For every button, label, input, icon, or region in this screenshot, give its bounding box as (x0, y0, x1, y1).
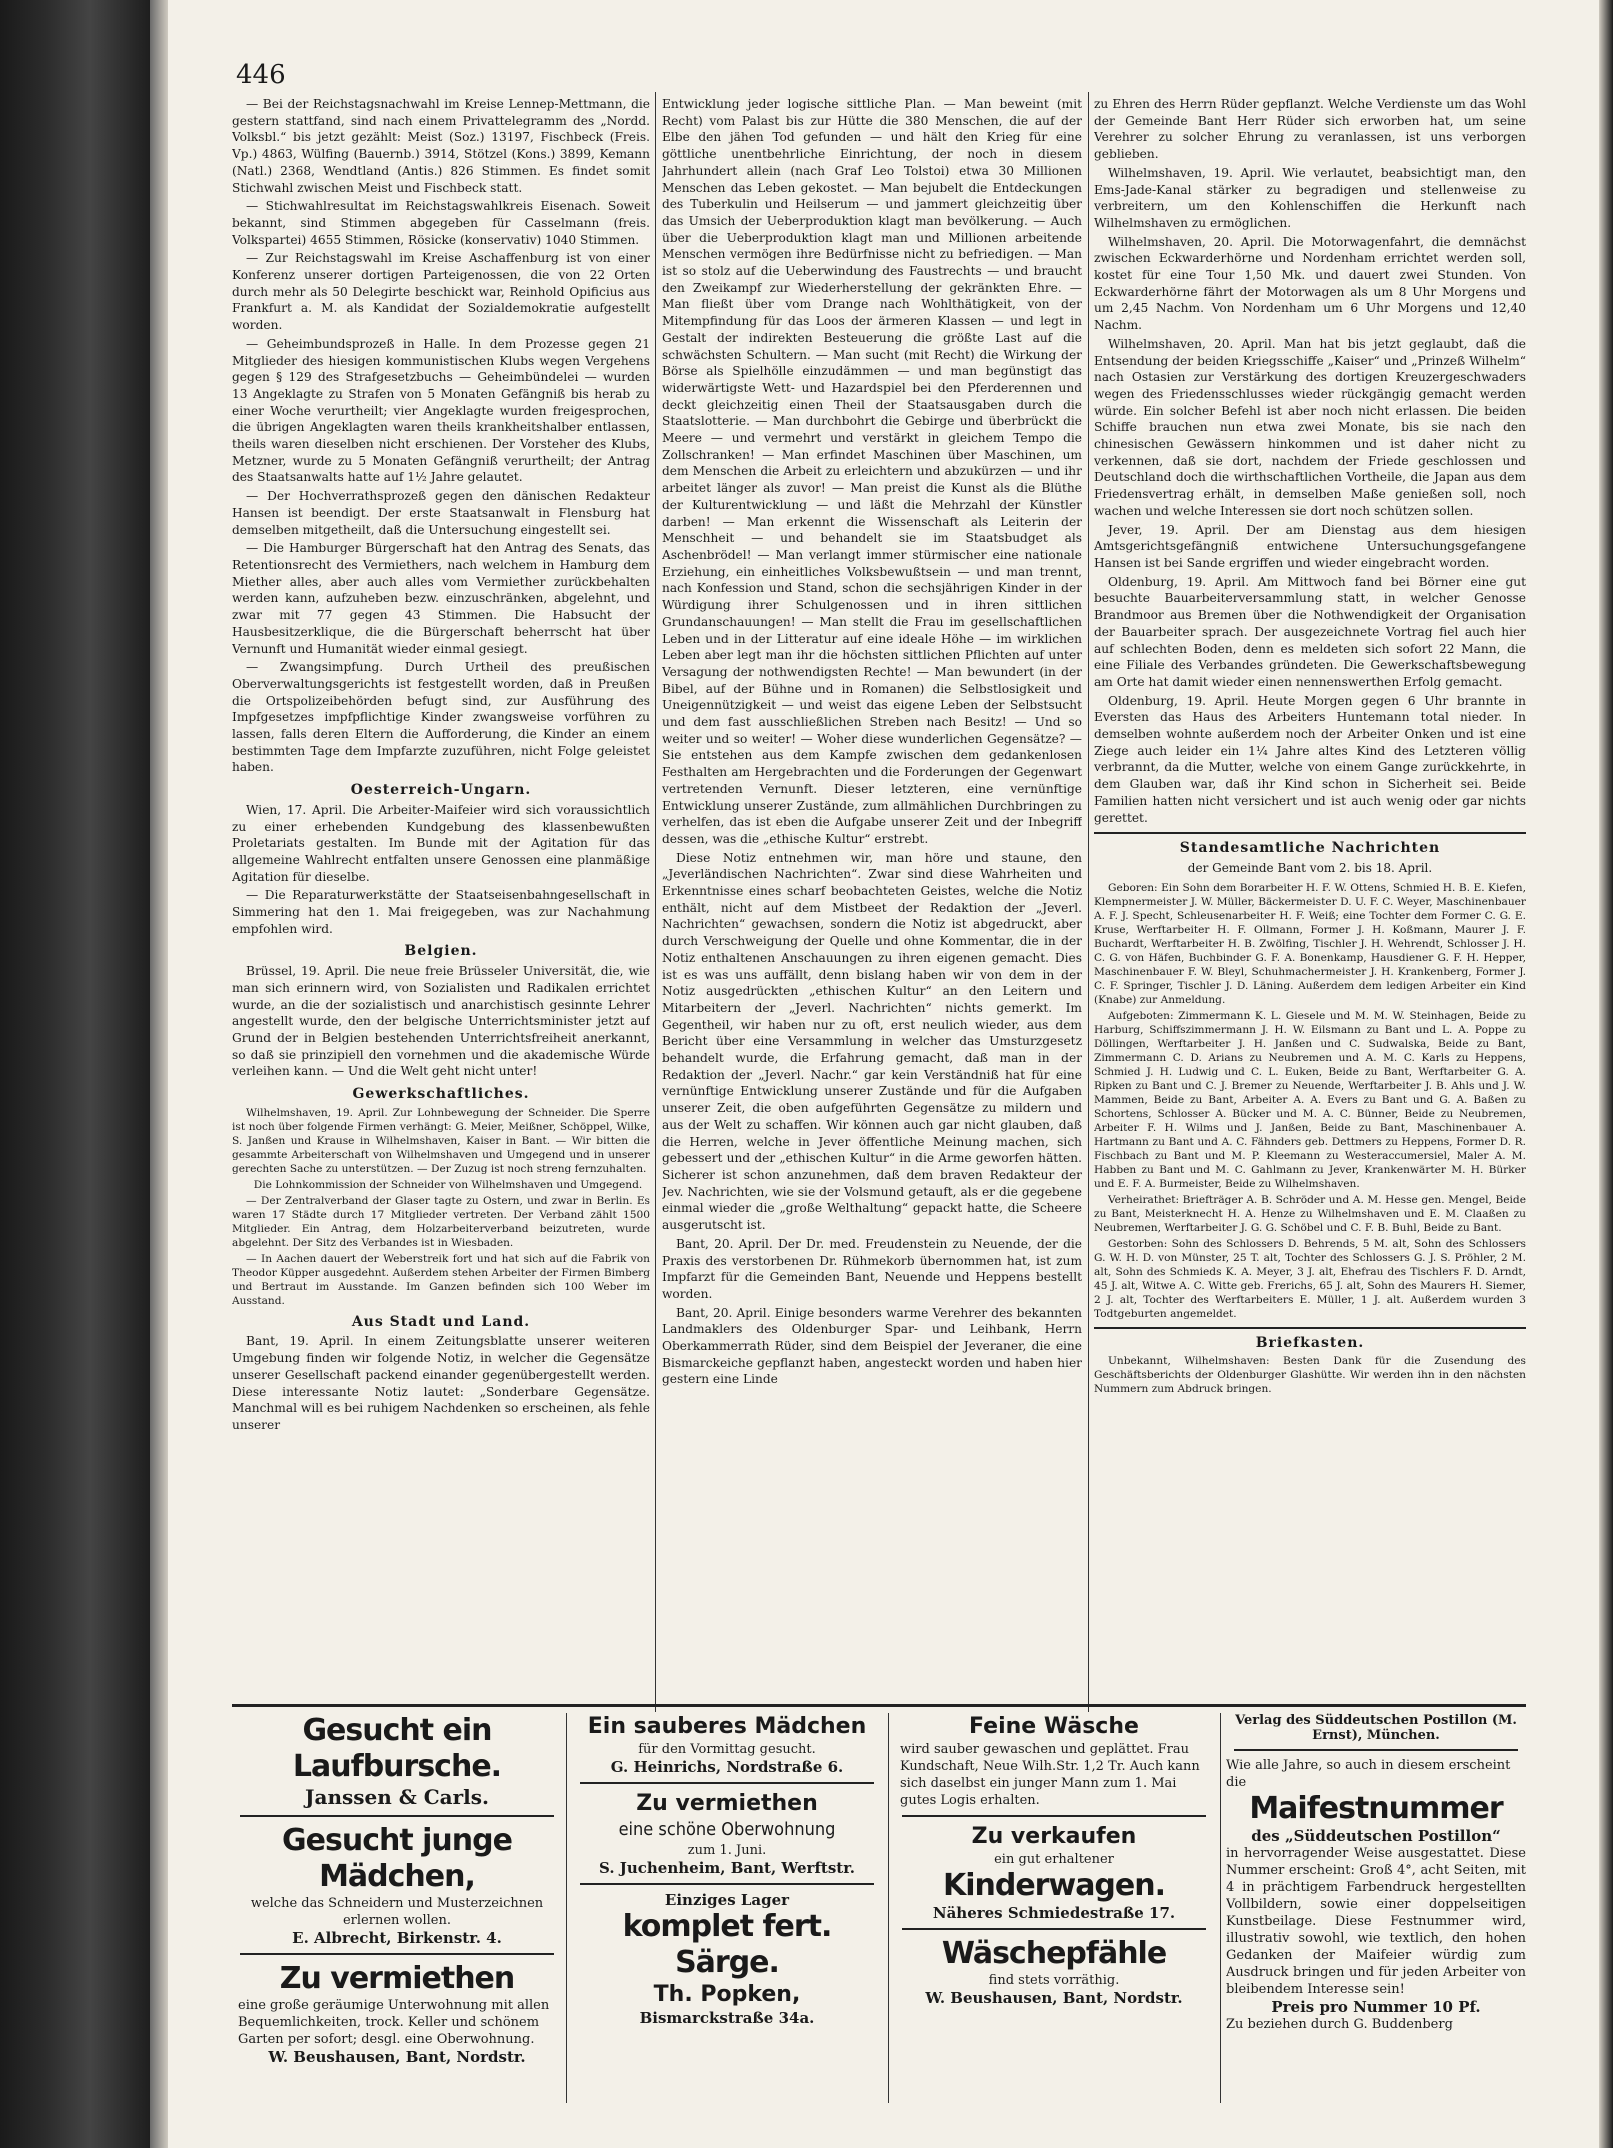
ad-column-2 (572, 1713, 882, 2103)
column-2 (662, 96, 1082, 1708)
article: — Die Reparaturwerkstätte der Staatseisenbahngesellschaft in Simmering hat den 1. Mai freigegeben, was zur Nachahmung empfohlen wird. (232, 888, 650, 936)
article: Bant, 20. April. Der Dr. med. Freudenstein zu Neuende, der die Praxis des verstorbenen Dr. Rühmekorb übernommen hat, ist zum Impfarzt für die Gemeinden Bant, Neuende und Heppens bestellt worden. (662, 1236, 1082, 1301)
article: Oldenburg, 19. April. Heute Morgen gegen 6 Uhr brannte in Eversten das Haus des Arbeiters Huntemann total nieder. In demselben wohnte außerdem noch der Arbeiter Onken und ist eine Ziege auch leider ein 1¼ Jahre altes Kind des Letzteren völlig verbrannt, da die Mutter, welche von einem Gange zurückkehrte, in dem Glauben war, daß ihr Kind schon in Sicherheit sei. Beide Familien hatten nicht versichert und ist auch wenig oder gar nichts gerettet. (1094, 693, 1526, 825)
ad-firm: W. Beushausen, Bant, Nordstr. (268, 2048, 526, 2066)
ad-subheadline: des „Süddeutschen Postillon“ (1251, 1827, 1501, 1845)
section-heading-local: Aus Stadt und Land. (351, 1313, 531, 1330)
article: — Zwangsimpfung. Durch Urtheil des preußischen Oberverwaltungsgerichts ist festgestellt worden, daß in Preußen die Ortspolizeibehörden befugt sind, zur Ausführung des Impfgesetzes impfpflichtige Kinder zwangsweise vorführen zu lassen, falls deren Eltern die Aufforderung, die Kinder an einem bestimmten Tage dem Impfarzte zuzuführen, nicht Folge geleistet haben. (232, 660, 650, 775)
book-binding (0, 0, 150, 2148)
column-rule (1088, 92, 1089, 1712)
ad-subheadline: Einziges Lager (664, 1891, 790, 1909)
ad-column-4 (1226, 1713, 1526, 2103)
ad-headline: Gesucht ein Laufbursche. (292, 1713, 502, 1784)
article: Bant, 20. April. Einige besonders warme Verehrer des bekannten Landmaklers des Oldenburger Spar- und Leihbank, Herrn Oberkammerrath Rüder, sind dem Beispiel der Jeveraner, die eine Bismarckeiche gepflanzt haben, angesteckt worden und haben hier gestern eine Linde (662, 1305, 1082, 1387)
page-right-edge (1599, 0, 1613, 2148)
ad-text: für den Vormittag gesucht. (638, 1742, 816, 1757)
ad-text: zum 1. Juni. (687, 1843, 767, 1858)
column-3 (1094, 96, 1526, 1696)
ad-price: Preis pro Nummer 10 Pf. (1271, 1998, 1481, 2016)
section-rule (1094, 1327, 1526, 1329)
ad-rule (1220, 1713, 1221, 2103)
ad-headline: Maifestnummer (1249, 1791, 1503, 1826)
article: zu Ehren des Herrn Rüder gepflanzt. Welche Verdienste um das Wohl der Gemeinde Bant Herr Rüder sich erworben hat, um seine Verehrer zu solcher Ehrung zu veranlassen, ist uns verborgen geblieben. (1094, 97, 1526, 162)
ad-divider (240, 1953, 554, 1955)
ad-rule (566, 1713, 567, 2103)
column-rule (655, 92, 656, 1712)
ad-divider (240, 1815, 554, 1817)
ad-text: find stets vorräthig. (988, 1973, 1120, 1988)
ad-headline: komplet fert. Särge. (622, 1909, 832, 1980)
ad-text: ein gut erhaltener (994, 1852, 1114, 1867)
ad-text: wird sauber gewaschen und geplättet. Frau Kundschaft, Neue Wilh.Str. 1,2 Tr. Auch kann sich daselbst ein junger Mann zum 1. Mai gutes Logis erhalten. (900, 1742, 1200, 1808)
article: Diese Notiz entnehmen wir, man höre und staune, den „Jeverländischen Nachrichten“. Zwar sind diese Wahrheiten und Erkenntnisse eines scharf beobachteten Geistes, welche die Notiz enthält, nicht auf dem Mistbeet der Redaktion der „Jeverl. Nachrichten“ gewachsen, sondern die Notiz ist abgedruckt, aber durch Verschweigung der Quelle und ohne Kommentar, die in der Notiz enthaltenen Anschauungen zu ihren eigenen gemacht. Dies ist es was uns auffällt, denn bislang haben wir von dem in der Notiz ausgedrückten „ethischen Kultur“ an den Leitern und Mitarbeitern der „Jeverl. Nachrichten“ nichts gemerkt. Im Gegentheil, wir haben nur zu oft, erst neulich wieder, aus dem Bericht über eine Versammlung in welcher das Umsturzgesetz behandelt wurde, die Erfahrung gemacht, daß man in der Redaktion der „Jeverl. Nachr.“ gar kein Verständniß hat für eine vernünftige Entwicklung unserer Zustände und für die Aufgaben unserer Zeit, die oben aufgeführten Gegensätze zu mildern und aus der Welt zu schaffen. Wir können auch gar nicht glauben, daß die Herren, welche in Jever öffentliche Meinung machen, sich gebessert und der „ethischen Kultur“ in die Arme geworfen hätten. Sicherer ist schon anzunehmen, daß dem braven Redakteur der Jev. Nachrichten, wie sie der Volsmund getauft, als er die gegebene einmal wieder die „große Welthaltung“ gepackt hatte, die Scheere ausgerutscht ist. (662, 850, 1082, 1233)
registry-entry: Aufgeboten: Zimmermann K. L. Giesele und M. M. W. Steinhagen, Beide zu Harburg, Schiffszimmermann J. H. W. Eilsmann zu Bant und L. A. Poppe zu Döllingen, Werftarbeiter J. H. Janßen und C. Sudwalska, Beide zu Bant, Zimmermann C. D. Arians zu Neubremen und A. M. C. Karls zu Heppens, Schmied J. H. Ludwig und C. L. Euken, Beide zu Bant, Werftarbeiter G. A. Ripken zu Bant und C. J. Bremer zu Neuende, Werftarbeiter J. B. Ahls und J. W. Mammen, Beide zu Bant, Arbeiter A. A. Evers zu Bant und G. A. Baßen zu Schortens, Schlosser A. Bücker und M. A. C. Bünner, Beide zu Neubremen, Arbeiter F. H. Wilms und J. Janßen, Beide zu Bant, Maschinenbauer A. Hartmann zu Bant und A. C. Fähnders geb. Dettmers zu Heppens, Former D. R. Fischbach zu Bant und M. P. Kleemann zu Westeraccumersiel, Maler A. M. Habben zu Bant und M. C. Gahlmann zu Jever, Krankenwärter M. H. Bürker und E. F. A. Burmeister, Beide zu Wilhelmshaven. (1094, 1009, 1526, 1190)
article: — Der Hochverrathsprozeß gegen den dänischen Redakteur Hansen ist beendigt. Der erste Staatsanwalt in Flensburg hat demselben mitgetheilt, daß die Untersuchung eingestellt sei. (232, 489, 650, 537)
section-heading-registry: Standesamtliche Nachrichten (1179, 840, 1441, 857)
article: — Die Hamburger Bürgerschaft hat den Antrag des Senats, das Retentionsrecht des Vermiethers, nach welchem in Hamburg dem Miether alles, aber auch alles vom Vermiether zurückbehalten werden kann, aufzuheben bezw. einzuschränken, abgelehnt, und zwar mit 77 gegen 43 Stimmen. Die Habsucht der Hausbesitzerklique, die die Bürgerschaft beherrscht hat über Vernunft und Humanität wieder einmal gesiegt. (232, 541, 650, 656)
signature: Die Lohnkommission der Schneider von Wilhelmshaven und Umgegend. (253, 1178, 643, 1191)
article: — Stichwahlresultat im Reichstagswahlkreis Eisenach. Soweit bekannt, sind Stimmen abgegeben für Casselmann (freis. Volkspartei) 4655 Stimmen, Rösicke (konservativ) 1040 Stimmen. (232, 199, 650, 247)
ad-column-3 (894, 1713, 1214, 2103)
ad-text: welche das Schneidern und Musterzeichnen erlernen wollen. (250, 1896, 544, 1928)
ad-headline: Gesucht junge Mädchen, (282, 1823, 512, 1894)
registry-entry: Gestorben: Sohn des Schlossers D. Behrends, 5 M. alt, Sohn des Schlossers G. W. H. D. von Münster, 25 T. alt, Tochter des Schlossers G. J. S. Pröhler, 2 M. alt, Sohn des Schmieds K. A. Meyer, 3 J. alt, Ehefrau des Tischlers F. D. Arndt, 45 J. alt, Witwe A. C. Witte geb. Frerichs, 65 J. alt, Sohn des Maurers H. Siemer, 2 J. alt, Tochter des Werftarbeiters E. Müller, 1 J. alt. Außerdem wurden 3 Todtgeburten angemeldet. (1094, 1237, 1526, 1320)
ad-divider (902, 1815, 1206, 1817)
registry-subtitle: der Gemeinde Bant vom 2. bis 18. April. (1187, 860, 1433, 875)
page-gutter (150, 0, 168, 2148)
ad-headline: Zu vermiethen (636, 1791, 818, 1816)
letters-text: Unbekannt, Wilhelmshaven: Besten Dank für die Zusendung des Geschäftsberichts der Oldenburger Glashütte. Wir werden ihn in den nächsten Nummern zum Abdruck bringen. (1094, 1355, 1526, 1396)
ad-text: in hervorragender Weise ausgestattet. Diese Nummer erscheint: Groß 4°, acht Seiten, mit 4 in prächtigem Farbendruck hergestellten Vollbildern, sowie einer doppelseitigen Kunstbeilage. Diese Festnummer wird, illustrativ sowohl, wie textlich, den hohen Gedanken der Maifeier würdig zum Ausdruck bringen und für jeden Arbeiter von bleibendem Interesse sein! (1226, 1846, 1526, 1997)
page-number: 446 (236, 60, 286, 90)
article: Bant, 19. April. In einem Zeitungsblatte unserer weiteren Umgebung finden wir folgende Notiz, in welcher die Gegensätze unserer Gesellschaft packend einander gegenübergestellt werden. Diese interessante Notiz lautet: „Sonderbare Gegensätze. Manchmal will es bei ruhigem Nachdenken so erscheinen, als fehle unserer (232, 1334, 650, 1432)
ad-divider (902, 1928, 1206, 1930)
ad-divider (580, 1883, 874, 1885)
ad-divider (580, 1782, 874, 1784)
ad-firm: G. Heinrichs, Nordstraße 6. (610, 1758, 844, 1776)
section-heading-austria: Oesterreich-Ungarn. (350, 782, 532, 799)
registry-entry: Geboren: Ein Sohn dem Borarbeiter H. F. W. Ottens, Schmied H. B. E. Kiefen, Klempnermeister J. W. Müller, Bäckermeister D. U. F. C. Weyer, Maschinenbauer A. F. J. Specht, Schleusenarbeiter H. F. Weiß; eine Tochter dem Former C. G. E. Kruse, Werftarbeiter H. F. Ollmann, Former J. H. Koßmann, Maurer J. F. Buchardt, Werftarbeiter H. B. Zwölfing, Tischler J. H. Wehrendt, Schlosser J. H. C. G. von Häfen, Buchbinder G. F. A. Bonenkamp, Hausdiener G. F. H. Hepper, Maschinenbauer F. W. Bleyl, Schuhmachermeister J. H. Krankenberg, Former J. C. F. Springer, Tischler J. D. Läning. Außerdem dem ledigen Arbeiter ein Kind (Knabe) zur Anmeldung. (1094, 881, 1526, 1006)
ad-column-1 (232, 1713, 562, 2103)
ad-headline: Wäschepfähle (941, 1936, 1167, 1971)
article: Brüssel, 19. April. Die neue freie Brüsseler Universität, die, wie man sich erinnern wird, von Sozialisten und Radikalen errichtet wurde, an die der sozialistisch und anarchistisch gesinnte Lehrer angestellt wurde, den der belgische Unterrichtsminister jetzt auf Grund der in Belgien bestehenden Unterrichtsfreiheit anerkannt, so daß sie prinzipiell den vornehmen und die akademische Würde verleihen kann. — Und die Welt geht nicht unter! (232, 964, 650, 1079)
ad-publisher: Verlag des Süddeutschen Postillon (M. Ernst), München. (1235, 1713, 1517, 1743)
article: Wilhelmshaven, 20. April. Die Motorwagenfahrt, die demnächst zwischen Eckwarderhörne und Nordenham errichtet werden soll, kostet für eine Tour 1,50 Mk. und dauert zwei Stunden. Von Eckwarderhörne fährt der Motorwagen als um 8 Uhr Morgens und um 2,45 Nachm. Von Nordenham um 6 Uhr Morgens und 12,40 Nachm. (1094, 234, 1526, 333)
section-heading-union: Gewerkschaftliches. (352, 1086, 530, 1103)
article: Oldenburg, 19. April. Am Mittwoch fand bei Börner eine gut besuchte Bauarbeiterversammlung statt, in welcher Genosse Brandmoor aus Bremen über die Nothwendigkeit der Organisation der Bauarbeiter sprach. Der ausgezeichnete Vortrag fiel auch hier auf schlechten Boden, denn es meldeten sich sofort 22 Mann, die eine Filiale des Verbandes gründeten. Die Gewerkschaftsbewegung am Orte hat damit wieder einen nennenswerthen Erfolg gemacht. (1094, 574, 1526, 689)
article: — Der Zentralverband der Glaser tagte zu Ostern, und zwar in Berlin. Es waren 17 Städte durch 17 Mitglieder vertreten. Der Verband zählt 1500 Mitglieder. Ein Antrag, dem Holzarbeiterverband beizutreten, wurde abgelehnt. Der Sitz des Verbandes ist in Wiesbaden. (232, 1194, 650, 1249)
article: Wien, 17. April. Die Arbeiter-Maifeier wird sich voraussichtlich zu einer erhebenden Kundgebung des klassenbewußten Proletariats gestalten. Im Bunde mit der Agitation für das allgemeine Wahlrecht entfalten unsere Genossen eine planmäßige Agitation für dieselbe. (232, 802, 650, 884)
ad-headline: Ein sauberes Mädchen (587, 1714, 867, 1739)
article: — In Aachen dauert der Weberstreik fort und hat sich auf die Fabrik von Theodor Küpper ausgedehnt. Außerdem stehen Arbeiter der Firmen Bimberg und Bertraut im Ausstande. Im Ganzen befinden sich 100 Weber im Ausstand. (232, 1252, 650, 1307)
section-heading-letters: Briefkasten. (1255, 1334, 1365, 1351)
ad-address: Bismarckstraße 34a. (639, 2009, 815, 2027)
article: Wilhelmshaven, 20. April. Man hat bis jetzt geglaubt, daß die Entsendung der beiden Kriegsschiffe „Kaiser“ und „Prinzeß Wilhelm“ nach Ostasien zur Verstärkung des dortigen Kreuzergeschwaders wegen des Friedensschlusses wieder rückgängig gemacht werden würde. Ein solcher Befehl ist aber noch nicht erlassen. Die beiden Schiffe brauchen nun etwa zwei Monate, bis sie nach den chinesischen Gewässern hinkommen und ist daher nicht zu verkennen, daß sie dort, nachdem der Friede geschlossen und Deutschland doch die wirthschaftlichen Vortheile, die Japan aus dem Friedensvertrag erhält, in demselben Maße genießen soll, noch wachen und welche Interessen sie dort noch schützen sollen. (1094, 336, 1526, 518)
ad-firm: S. Juchenheim, Bant, Werftstr. (599, 1859, 855, 1877)
ad-distributor: Zu beziehen durch G. Buddenberg (1226, 2017, 1453, 2032)
ad-firm: Janssen & Carls. (305, 1785, 489, 1809)
ad-subheadline: eine schöne Oberwohnung (618, 1819, 836, 1840)
registry-entry: Verheirathet: Briefträger A. B. Schröder und A. M. Hesse gen. Mengel, Beide zu Bant, Meisterknecht H. A. Henze zu Wilhelmshaven und E. M. Claaßen zu Neubremen, Werftarbeiter J. G. G. Schöbel und C. F. B. Buhl, Beide zu Bant. (1094, 1193, 1526, 1234)
ad-rule (888, 1713, 889, 2103)
section-rule (1094, 832, 1526, 834)
ad-headline: Zu vermiethen (279, 1961, 515, 1996)
article: Wilhelmshaven, 19. April. Wie verlautet, beabsichtigt man, den Ems-Jade-Kanal stärker zu begradigen und stellenweise zu verbreitern, um den Kohlenschiffen die Herkunft nach Wilhelmshaven zu ermöglichen. (1094, 165, 1526, 230)
column-1 (232, 96, 650, 1708)
ad-divider (1234, 1749, 1518, 1751)
section-heading-belgium: Belgien. (404, 943, 478, 960)
ad-headline: Feine Wäsche (969, 1714, 1139, 1739)
ad-firm: E. Albrecht, Birkenstr. 4. (292, 1929, 502, 1947)
article: Wilhelmshaven, 19. April. Zur Lohnbewegung der Schneider. Die Sperre ist noch über folgende Firmen verhängt: G. Meier, Meißner, Schöppel, Wilke, S. Janßen und Krause in Wilhelmshaven, Kaiser in Bant. — Wir bitten die gesammte Arbeiterschaft von Wilhelmshaven und Umgegend und in unserer gerechten Sache zu unterstützen. — Der Zuzug ist noch streng fernzuhalten. (232, 1106, 650, 1175)
ad-text: Wie alle Jahre, so auch in diesem erscheint die (1226, 1758, 1511, 1790)
ad-headline: Zu verkaufen (971, 1824, 1137, 1849)
ad-text: eine große geräumige Unterwohnung mit allen Bequemlichkeiten, trock. Keller und schönem Garten per sofort; desgl. eine Oberwohnung. (238, 1998, 550, 2047)
ad-headline: Kinderwagen. (942, 1868, 1166, 1903)
ad-firm: Th. Popken, (653, 1982, 801, 2007)
article: Entwicklung jeder logische sittliche Plan. — Man beweint (mit Recht) vom Palast bis zur Hütte die 380 Menschen, die auf der Elbe den jähen Tod gefunden — und hält den Krieg für eine göttliche unentbehrliche Einrichtung, der noch in diesem Jahrhundert allein (nach Graf Leo Tolstoi) etwa 30 Millionen Menschen das Leben gekostet. — Man bejubelt die Entdeckungen des Tuberkulin und Heilserum — und jammert gleichzeitig über das Umsich der Ueberproduktion klagt man bevölkerung. — Auch über die Ueberproduktion klagt man und Millionen arbeitende Menschen vermögen ihre Bedürfnisse nicht zu befriedigen. — Man ist so stolz auf die Ueberwindung des Faustrechts — und braucht den Zweikampf zur Wiederherstellung der gekränkten Ehre. — Man fließt über vom Drange nach Wohlthätigkeit, von der Mitempfindung für das Loos der ärmeren Klassen — und legt in Gestalt der indirekten Besteuerung die größte Last auf die schwächsten Schultern. — Man sucht (mit Recht) die Wirkung der Börse als Spielhölle einzudämmen — und man begünstigt das widerwärtigste Wett- und Hazardspiel bei den Pferderennen und deckt gleichzeitig einen Theil der Staatsausgaben durch die Staatslotterie. — Man durchbohrt die Gebirge und überbrückt die Meere — und vermehrt und verstärkt in gleichem Tempo die Zollschranken! — Man erfindet Maschinen über Maschinen, um dem Menschen die Arbeit zu erleichtern und abzukürzen — und ihr arbeitet länger als zuvor! — Man preist die Kunst als die Blüthe der Kulturentwicklung — und läßt die Mehrzahl der Künstler darben! — Man erkennt die Wissenschaft als Leiterin der Menschheit — und behandelt sie im Staatsbudget als Aschenbrödel! — Man verlangt immer stürmischer eine nationale Erziehung, ein einheitliches Volksbewußtsein — und man trennt, nach Konfession und Stand, schon die sechsjährigen Kinder in der Würdigung ihrer Schulgenossen und in ihren sittlichen Grundanschauungen! — Man stellt die Frau im gesellschaftlichen Leben und in der Litteratur auf eine ideale Höhe — im wirklichen Leben aber legt man ihr die höchsten sittlichen Pflichten auf unter Versagung der nothwendigsten Rechte! — Man bewundert (in der Bibel, auf der Bühne und in Romanen) die Selbstlosigkeit und Uneigennützigkeit — und weist das eigene Leben der Selbstsucht und dem fast ausschließlichen Streben nach Besitz! — Und so weiter und so weiter! — Woher diese wunderlichen Gegensätze? — Sie entstehen aus dem Kampfe zwischen dem gedankenlosen Festhalten am Hergebrachten und die Forderungen der Gegenwart vertretenden Vernunft. Dieser letzteren, eine vernünftige Entwicklung unserer Zustände, zum allmählichen Durchbringen zu verhelfen, das ist eben die Aufgabe unserer Zeit und der Inbegriff dessen, was die „ethische Kultur“ erstrebt. (662, 97, 1082, 846)
article: — Bei der Reichstagsnachwahl im Kreise Lennep-Mettmann, die gestern stattfand, sind nach einem Privattelegramm des „Nordd. Volksbl.“ bis jetzt gezählt: Meist (Soz.) 13197, Fischbeck (Freis. Vp.) 4863, Wülfing (Bauernb.) 3914, Stötzel (Kons.) 3899, Kemann (Natl.) 2368, Wendtland (Antis.) 826 Stimmen. Es findet somit Stichwahl zwischen Meist und Fischbeck statt. (232, 97, 650, 195)
ad-firm: W. Beushausen, Bant, Nordstr. (925, 1989, 1183, 2007)
advertisements (232, 1704, 1526, 2107)
article: — Zur Reichstagswahl im Kreise Aschaffenburg ist von einer Konferenz unserer dortigen Parteigenossen, die von 22 Orten durch mehr als 50 Delegirte beschickt war, Reinhold Opificius aus Frankfurt a. M. als Kandidat der Sozialdemokratie aufgestellt worden. (232, 251, 650, 333)
ad-address: Näheres Schmiedestraße 17. (932, 1904, 1176, 1922)
article: — Geheimbundsprozeß in Halle. In dem Prozesse gegen 21 Mitglieder des hiesigen kommunistischen Klubs wegen Vergehens gegen § 129 des Strafgesetzbuchs — Geheimbündelei — wurden 13 Angeklagte zu Strafen von 5 Monaten Gefängniß bis herab zu einer Woche verurtheilt; vier Angeklagte wurden freigesprochen, die übrigen Angeklagten waren theils krankheitshalber entlassen, theils waren dieselben nicht erschienen. Der Vorsteher des Klubs, Metzner, wurde zu 5 Monaten Gefängniß verurtheilt; der Antrag des Staatsanwalts hatte auf 1½ Jahre gelautet. (232, 336, 650, 485)
article: Jever, 19. April. Der am Dienstag aus dem hiesigen Amtsgerichtsgefängniß entwichene Untersuchungsgefangene Hansen ist bei Sande ergriffen und wieder eingebracht worden. (1094, 522, 1526, 570)
